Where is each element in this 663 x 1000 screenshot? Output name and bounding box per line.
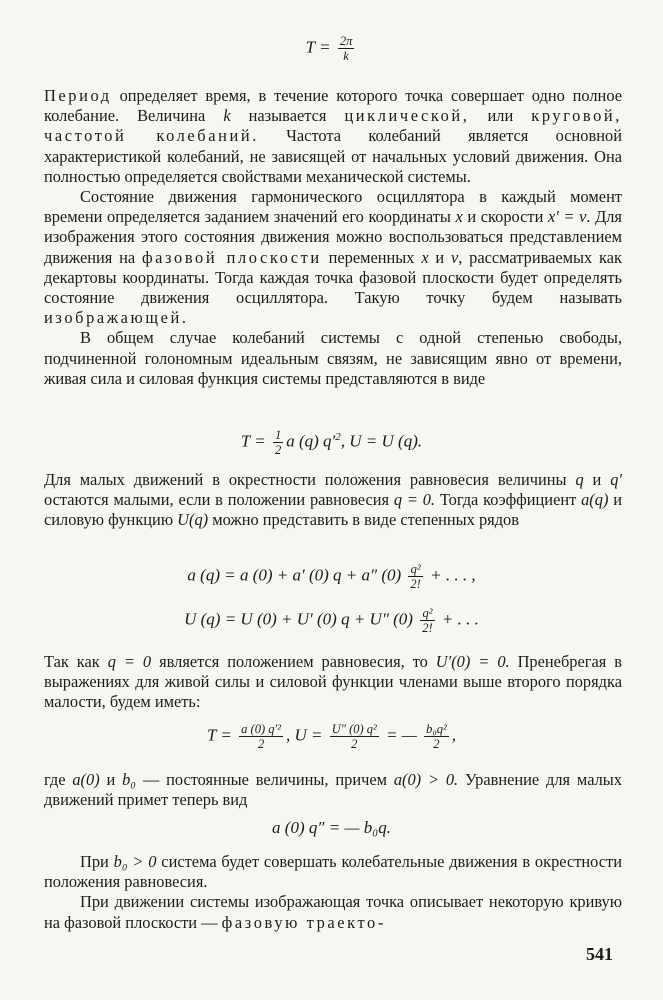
text-block-2 <box>44 470 622 531</box>
paragraph-constants: где a(0) и b₀ — постоянные величины, причем a(0) > 0. Уравнение для малых движений примет теперь вид <box>44 770 622 810</box>
paragraph-small-motions: Для малых движений в окрестности положения равновесия величины q и q′ остаются малыми, если в положении равновесия q = 0. Тогда коэффициент a(q) и силовую функцию U(q) можно представить в виде степенных рядов <box>44 470 622 530</box>
fraction-numerator: 2π <box>339 34 353 48</box>
paragraph-oscillation: При b₀ > 0 система будет совершать колебательные движения в окрестности положения равновесия. <box>44 852 622 892</box>
fraction: $\frac{\text{q²}}{2!}$ <box>410 562 421 591</box>
fraction-denominator: k <box>343 49 349 63</box>
formula-energy: T = $\frac{1}{2}$ a (q) $q'^2$, U = U (q). <box>240 428 423 457</box>
fraction: $\frac{\text{a (0) q′²}}{2}$ <box>241 722 281 751</box>
formula-motion: a (0) q″ = — b₀q. <box>272 818 391 837</box>
formula-approximation: T = $\frac{\text{a (0) q′²}}{2}$ , U = $\frac{\text{U″ (0) q²}}{2}$ = — $\frac{\text{b₀q²}}{2}$ , <box>207 722 456 751</box>
text-block-4 <box>44 770 622 810</box>
paragraph-general-case: В общем случае колебаний системы с одной степенью свободы, подчиненной голономным идеальным связям, не зависящим явно от времени, живая сила и силовая функция системы представляются в виде <box>44 328 622 388</box>
text-block-5 <box>44 852 622 933</box>
formula-series-a: a (q) = a (0) + a′ (0) q + a″ (0) $\frac{\text{q²}}{2!}$ + . . . , <box>187 562 476 591</box>
formula-period: T = $\frac{2\pi}{k}$ <box>305 34 353 63</box>
paragraph-phase-plane: Состояние движения гармонического осциллятора в каждый момент времени определяется заданием значений его координаты x и скорости x′ = v. Для изображения этого состояния движения можно воспользоваться представлением движения на фазовой плоскости переменных x и v, рассматриваемых как декартовы координаты. Тогда каждая точка фазовой плоскости будет определять состояние движения осциллятора. Такую точку будем называть изображающей. <box>44 187 622 328</box>
paragraph-phase-trajectory: При движении системы изображающая точка описывает некоторую кривую на фазовой плоскости — фазовую траекто- <box>44 892 622 932</box>
fraction: $\frac{1}{2}$ <box>274 428 282 457</box>
paragraph-period: Период определяет время, в течение которого точка совершает одно полное колебание. Величина k называется циклической, или круговой, частотой колебаний. Частота колебаний является основной характеристикой колебаний, не зависящей от начальных условий движения. Она полностью определяется свойствами механической системы. <box>44 86 622 186</box>
fraction: $\frac{\text{b₀q²}}{2}$ <box>426 722 447 751</box>
formula-series-u: U (q) = U (0) + U′ (0) q + U″ (0) $\frac{\text{q²}}{2!}$ + . . . <box>184 606 479 635</box>
text-block-3 <box>44 652 622 713</box>
page-number: 541 <box>586 944 613 964</box>
paragraph-equilibrium: Так как q = 0 является положением равновесия, то U′(0) = 0. Пренебрегая в выражениях для живой силы и силовой функции членами выше второго порядка малости, будем иметь: <box>44 652 622 712</box>
formula-lhs: T <box>305 37 315 57</box>
text-block-1 <box>44 86 622 389</box>
fraction <box>338 34 355 63</box>
fraction: $\frac{\text{U″ (0) q²}}{2}$ <box>331 722 377 751</box>
fraction: $\frac{\text{q²}}{2!}$ <box>422 606 433 635</box>
